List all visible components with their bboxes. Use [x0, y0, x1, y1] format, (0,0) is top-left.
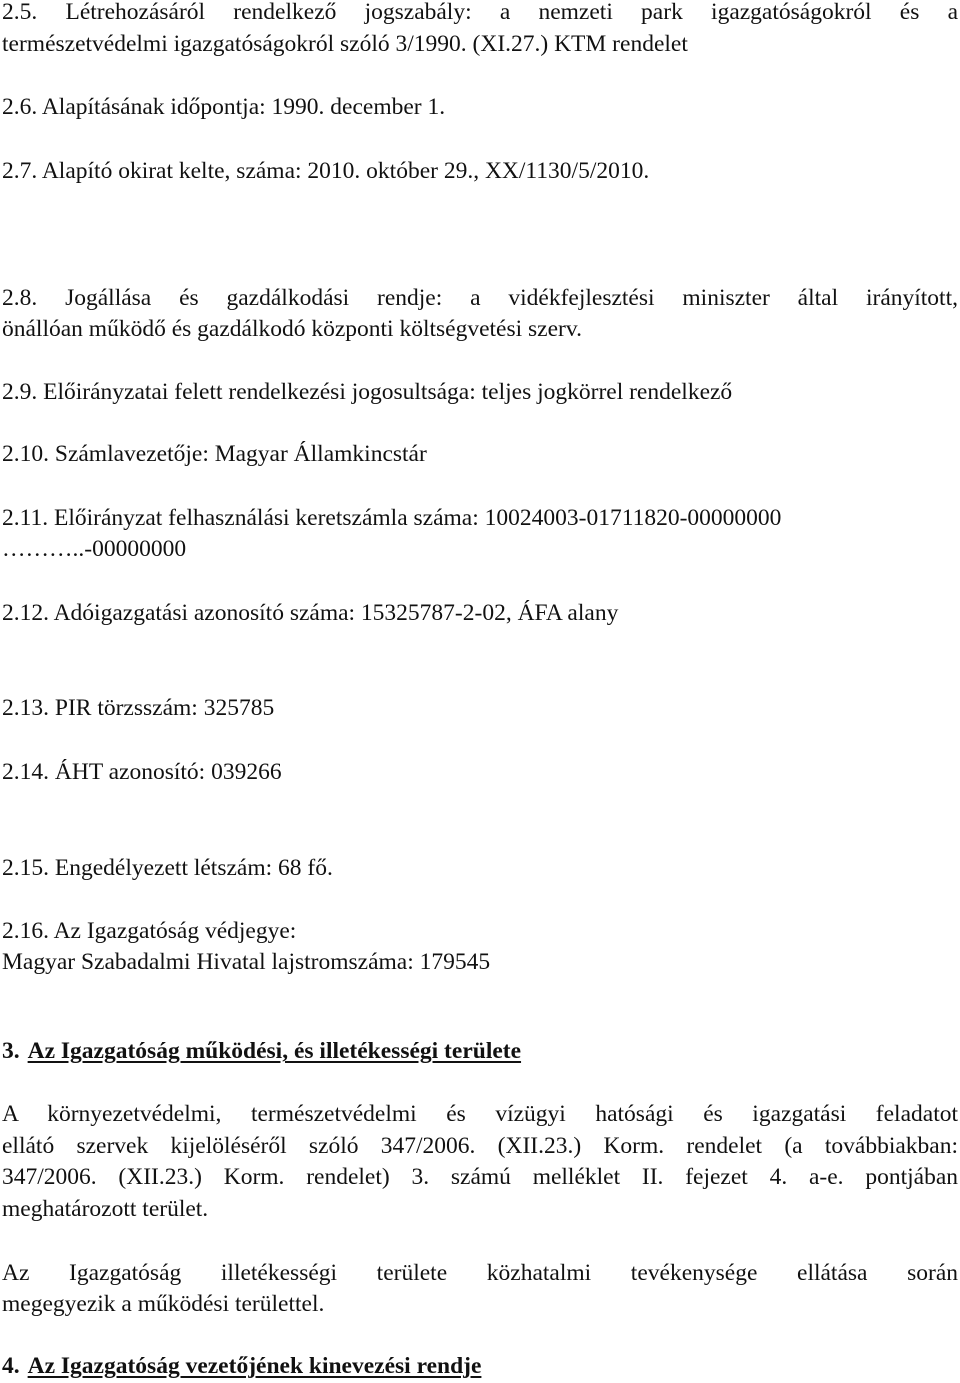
section-2-6: 2.6. Alapításának időpontja: 1990. december 1.: [2, 94, 446, 120]
section-2-10: 2.10. Számlavezetője: Magyar Államkincstár: [2, 441, 427, 467]
section-3-para-2-line-1: Az Igazgatóság illetékességi területe közhatalmi tevékenysége ellátása során: [2, 1260, 958, 1286]
section-2-14: 2.14. ÁHT azonosító: 039266: [2, 759, 282, 785]
section-4-number: 4.: [2, 1353, 20, 1379]
section-3-para-1-line-4: meghatározott terület.: [2, 1196, 209, 1222]
section-4-heading: [2, 1350, 481, 1382]
section-3-para-1-line-1: A környezetvédelmi, természetvédelmi és vízügyi hatósági és igazgatási feladatot: [2, 1101, 958, 1127]
section-3-para-2-line-2: megegyezik a működési területtel.: [2, 1291, 325, 1317]
section-2-8-line-1: 2.8. Jogállása és gazdálkodási rendje: a vidékfejlesztési miniszter által irányított,: [2, 285, 958, 311]
section-2-7: 2.7. Alapító okirat kelte, száma: 2010. október 29., XX/1130/5/2010.: [2, 158, 650, 184]
section-3-number: 3.: [2, 1038, 20, 1064]
section-2-16-line-1: 2.16. Az Igazgatóság védjegye:: [2, 918, 297, 944]
section-2-13: 2.13. PIR törzsszám: 325785: [2, 695, 275, 721]
section-2-5-line-1: 2.5. Létrehozásáról rendelkező jogszabály: a nemzeti park igazgatóságokról és a: [2, 0, 958, 25]
section-4-title: Az Igazgatóság vezetőjének kinevezési rendje: [27, 1353, 482, 1379]
section-2-12: 2.12. Adóigazgatási azonosító száma: 15325787-2-02, ÁFA alany: [2, 600, 619, 626]
section-2-8-line-2: önállóan működő és gazdálkodó központi költségvetési szerv.: [2, 316, 582, 342]
section-3-title: Az Igazgatóság működési, és illetékességi területe: [27, 1038, 522, 1064]
section-3-para-1-line-2: ellátó szervek kijelöléséről szóló 347/2006. (XII.23.) Korm. rendelet (a továbbiakban:: [2, 1133, 958, 1159]
section-2-11-line-1: 2.11. Előirányzat felhasználási keretszámla száma: 10024003-01711820-00000000: [2, 505, 782, 531]
section-2-16-line-2: Magyar Szabadalmi Hivatal lajstromszáma: 179545: [2, 949, 491, 975]
section-2-5-line-2: természetvédelmi igazgatóságokról szóló 3/1990. (XI.27.) KTM rendelet: [2, 31, 688, 57]
section-2-15: 2.15. Engedélyezett létszám: 68 fő.: [2, 855, 333, 881]
section-2-9: 2.9. Előirányzatai felett rendelkezési jogosultsága: teljes jogkörrel rendelkező: [2, 379, 733, 405]
section-3-heading: [2, 1035, 521, 1067]
section-2-11-line-2: ………..-00000000: [2, 536, 187, 562]
section-3-para-1-line-3: 347/2006. (XII.23.) Korm. rendelet) 3. számú melléklet II. fejezet 4. a-e. pontjában: [2, 1164, 958, 1190]
